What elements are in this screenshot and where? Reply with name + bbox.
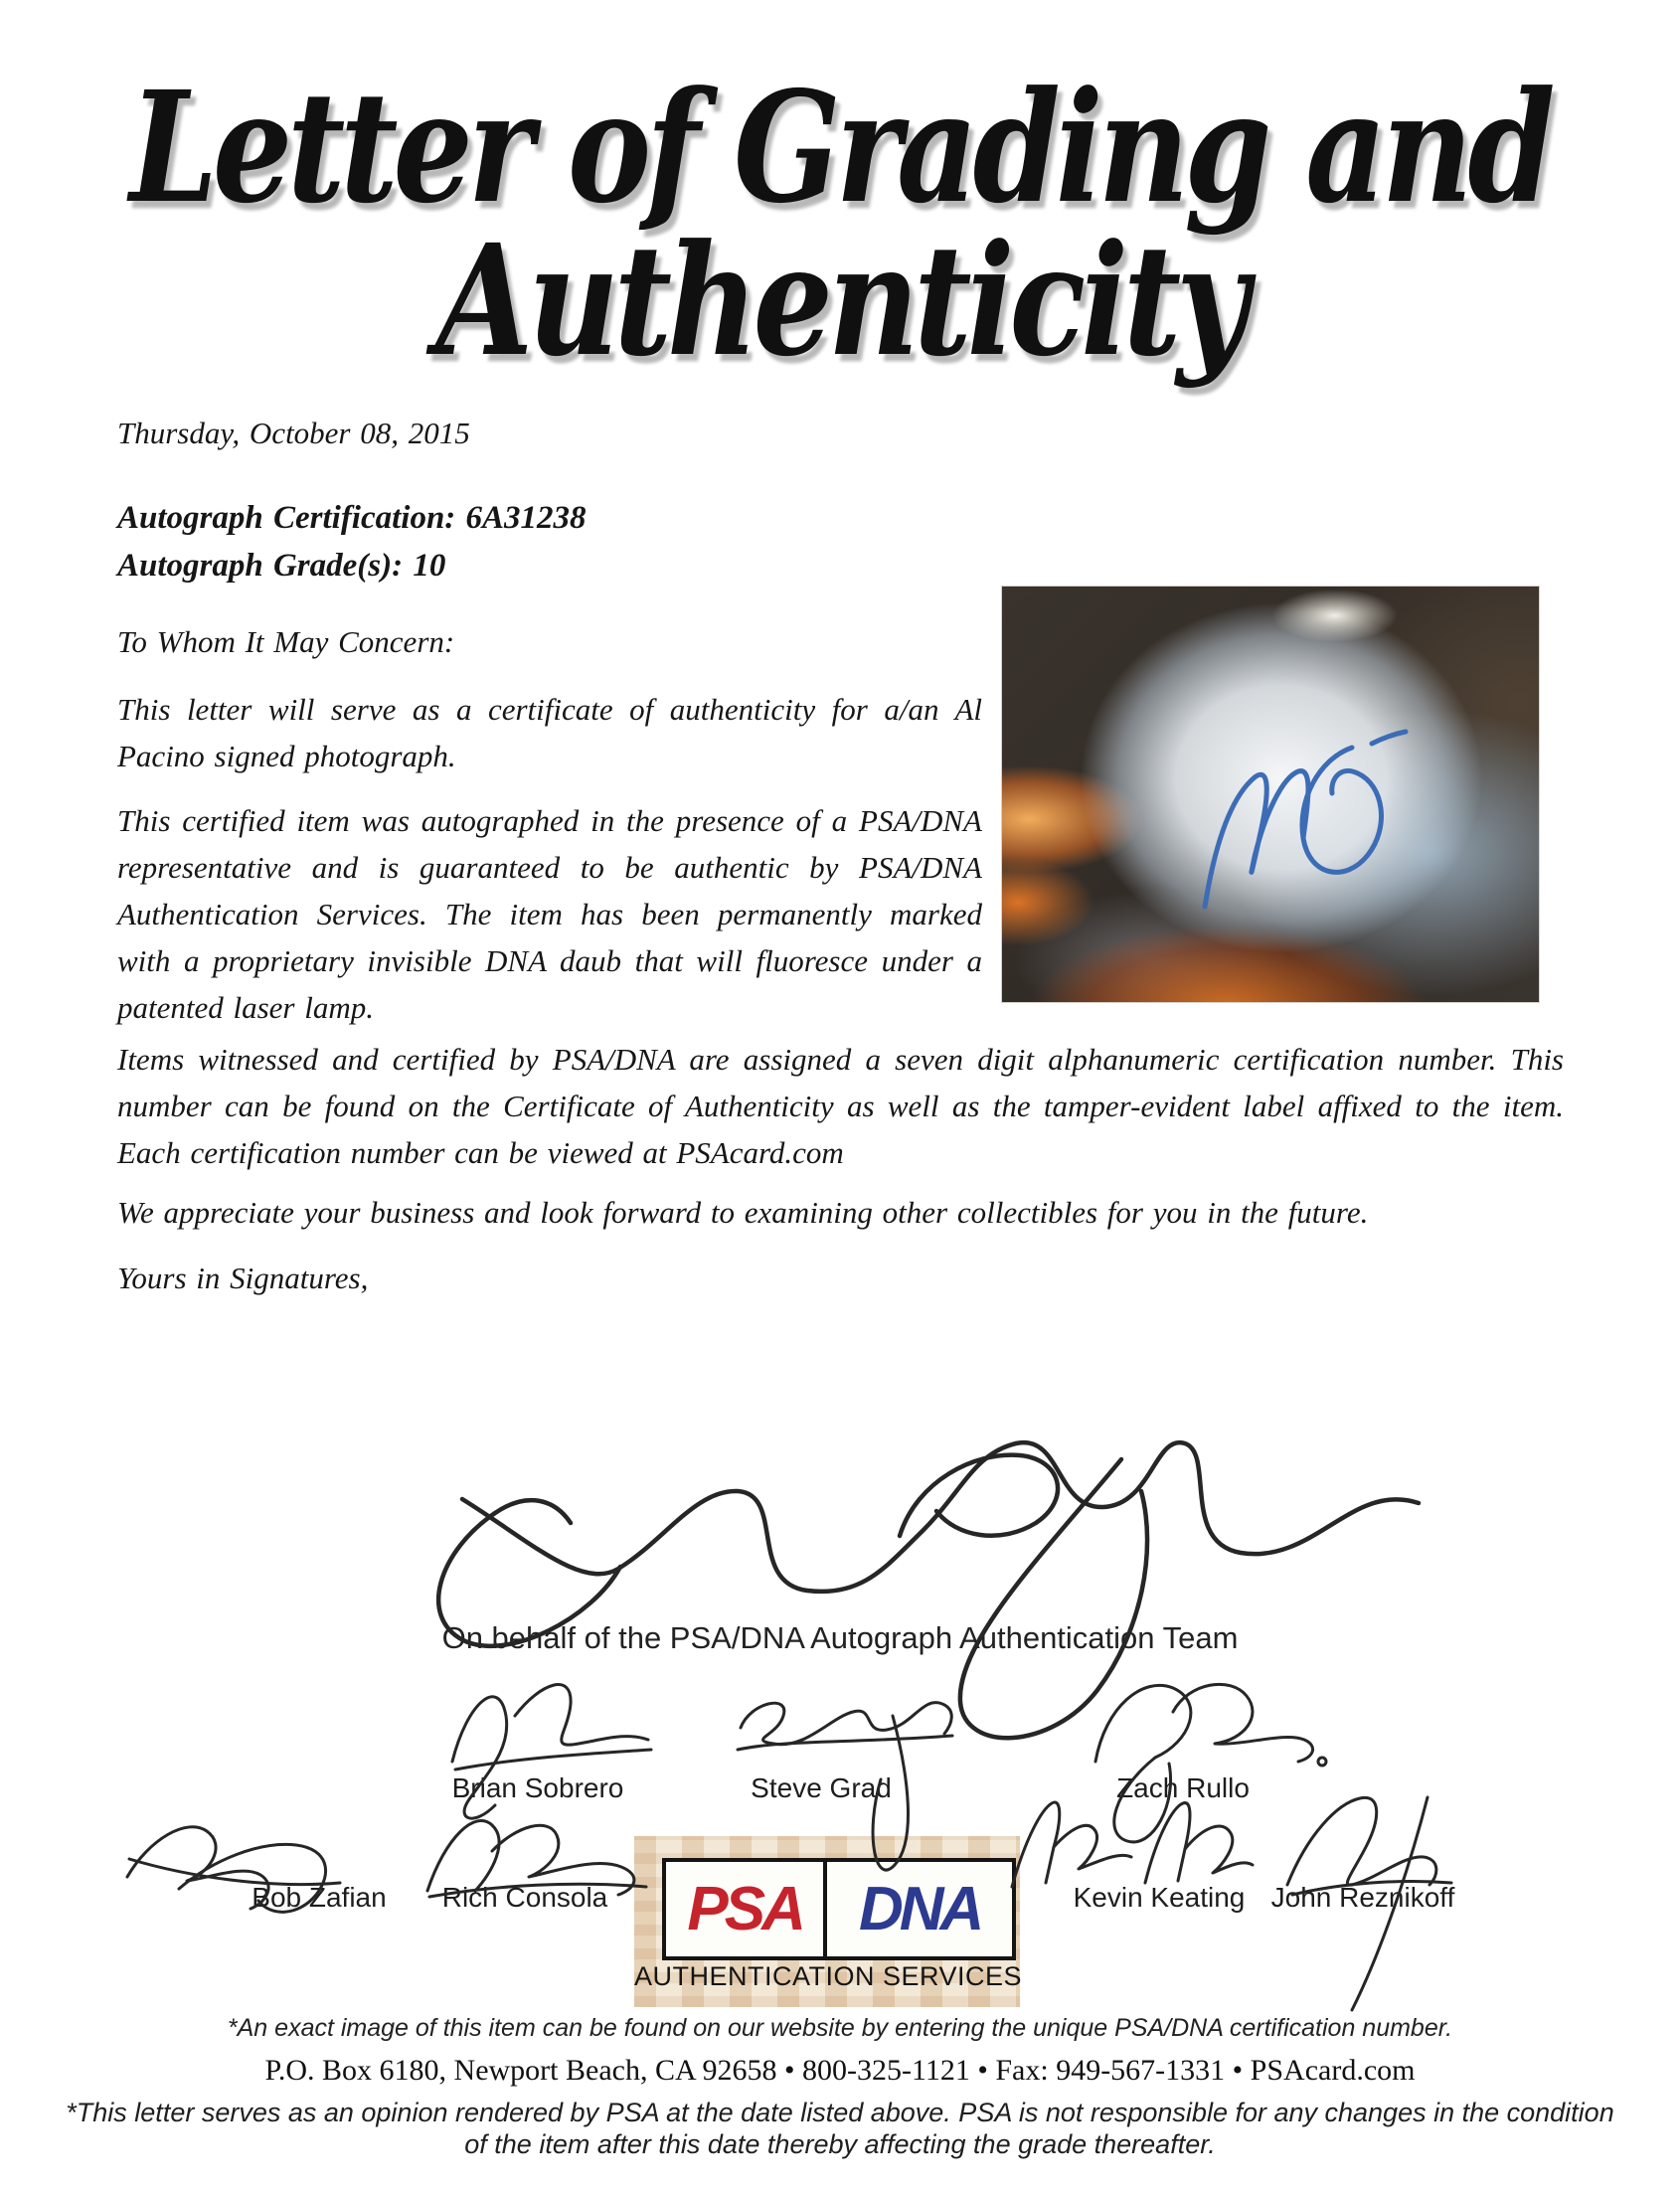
signer-name-kevin-keating: Kevin Keating: [1073, 1882, 1246, 1913]
signer-name-bob-zafian: Bob Zafian: [252, 1882, 387, 1913]
psa-dna-logo-box: [662, 1858, 1016, 1960]
dna-logo-text: DNA: [858, 1875, 981, 1943]
certification-number-line: Autograph Certification: 6A31238: [117, 500, 587, 536]
paragraph-certification-number: Items witnessed and certified by PSA/DNA are assigned a seven digit alphanumeric certification number. This number can be found on the Certificate of Authenticity as well as the tamper-evident label affixed to the item. Each certification number can be viewed at PSAcard.com: [117, 1042, 1564, 1170]
paragraph-witnessed: This certified item was autographed in the presence of a PSA/DNA representative and is guaranteed to be authentic by PSA/DNA Authentication Services. The item has been permanently marked with a proprietary invisible DNA daub that will fluoresce under a patented laser lamp.: [117, 803, 982, 1025]
on-behalf-line: On behalf of the PSA/DNA Autograph Authentication Team: [441, 1620, 1239, 1655]
letter-date: Thursday, October 08, 2015: [117, 416, 470, 450]
signer-name-brian-sobrero: Brian Sobrero: [451, 1772, 624, 1803]
signer-name-rich-consola: Rich Consola: [441, 1882, 608, 1913]
footer-disclaimer-line1: *This letter serves as an opinion rendered by PSA at the date listed above. PSA is not responsible for any changes in the condition: [66, 2098, 1614, 2127]
signer-name-steve-grad: Steve Grad: [751, 1772, 892, 1803]
grade-line: Autograph Grade(s): 10: [117, 548, 446, 584]
team-signature-icon: [438, 1442, 1419, 1738]
salutation: To Whom It May Concern:: [117, 624, 455, 659]
zach-rullo-signature-icon: [1095, 1684, 1326, 1842]
footer-exact-image-note: *An exact image of this item can be found on our website by entering the unique PSA/DNA certification number.: [227, 2014, 1453, 2042]
footer-address-line: P.O. Box 6180, Newport Beach, CA 92658 • 800-325-1121 • Fax: 949-567-1331 • PSAcard.com: [264, 2054, 1416, 2087]
page-title-line2: Authenticity: [435, 211, 1245, 391]
closing-line: Yours in Signatures,: [117, 1261, 369, 1295]
footer-disclaimer-line2: of the item after this date thereby affecting the grade thereafter.: [464, 2129, 1216, 2159]
page-title-line1: Letter of Grading and: [129, 58, 1551, 238]
authentication-services-label: AUTHENTICATION SERVICES: [634, 1961, 1023, 1991]
psa-logo-text: PSA: [666, 1862, 827, 1956]
autographed-photo: [1002, 587, 1539, 1002]
signer-name-john-reznikoff: John Reznikoff: [1270, 1882, 1455, 1913]
kevin-keating-signature-icon: [1012, 1802, 1253, 1887]
psa-dna-logo: [634, 1836, 1023, 2007]
signer-name-zach-rullo: Zach Rullo: [1116, 1772, 1250, 1803]
paragraph-certificate: This letter will serve as a certificate of authenticity for a/an Al Pacino signed photograph.: [117, 692, 982, 773]
paragraph-thanks: We appreciate your business and look forward to examining other collectibles for you in the future.: [117, 1195, 1369, 1230]
